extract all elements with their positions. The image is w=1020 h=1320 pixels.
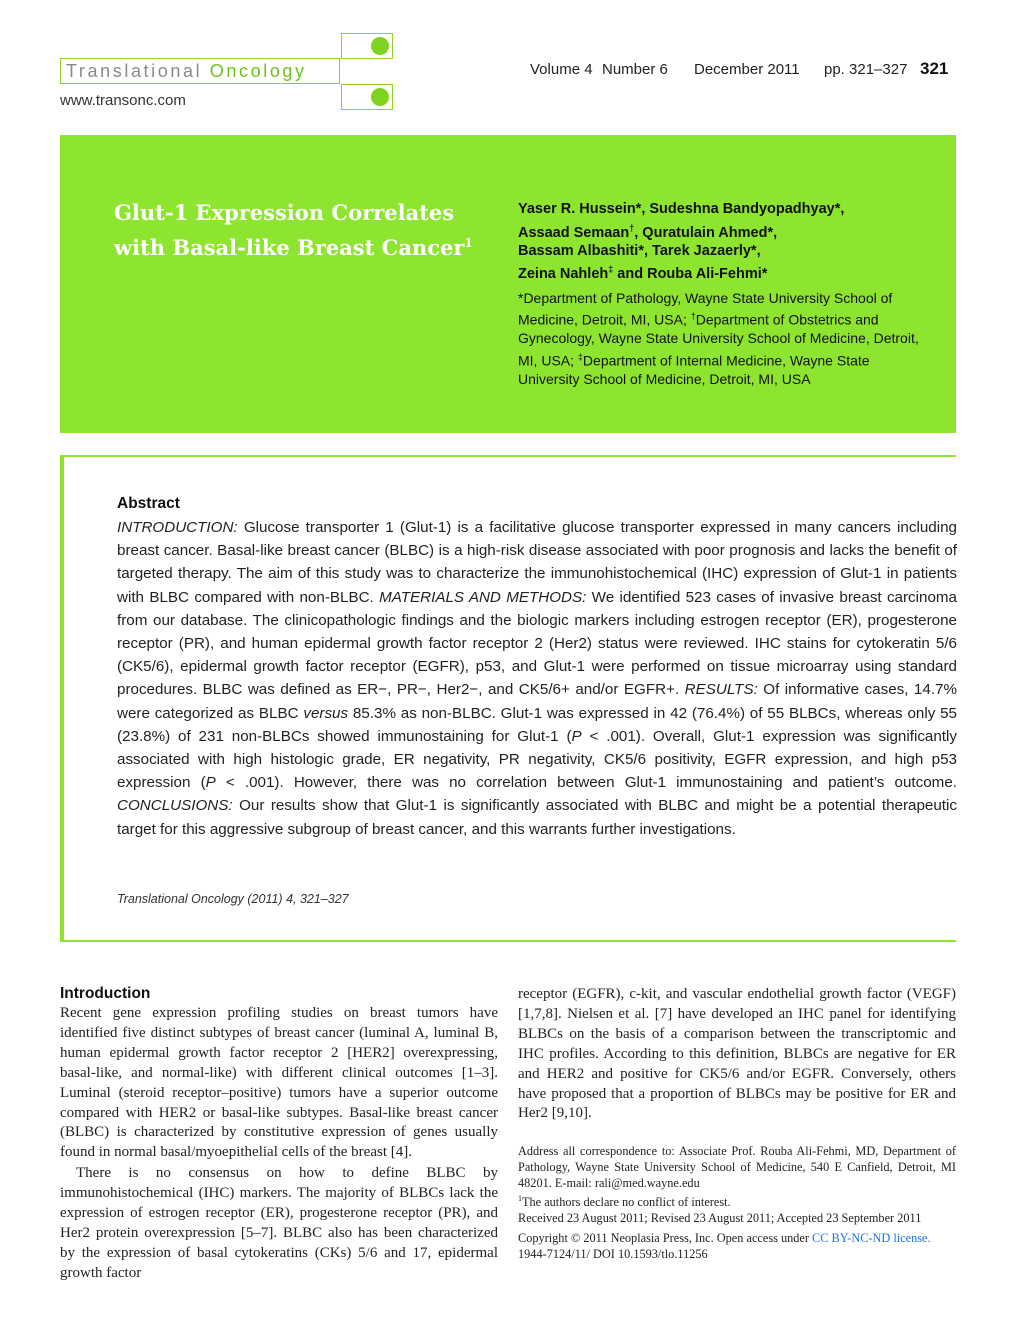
title-footnote-mark: 1 (464, 236, 473, 250)
journal-url[interactable]: www.transonc.com (60, 92, 186, 109)
affiliation-mark-2: † (690, 311, 696, 322)
authors-line-4-rest: and Rouba Ali-Fehmi* (613, 266, 768, 283)
journal-name-part1: Translational (66, 61, 210, 81)
introduction-paragraph-2: There is no consensus on how to define BLBC by immunohistochemical (IHC) markers. The majority of BLBCs lack the expression of estrogen receptor (ER), progesterone receptor (PR), and Her2 protein overexpression [5–7]. BLBC also has been characterized by the expression of basal cytokeratins (CKs) 5/6 and 17, epidermal growth factor (60, 1165, 498, 1281)
doi-text: 1944-7124/11/ DOI 10.1593/tlo.11256 (518, 1247, 708, 1261)
affiliation-1: *Department of Pathology, Wayne State University School of Medicine, Detroit, MI, USA; (518, 290, 893, 329)
author-mark-dagger: † (629, 222, 635, 233)
journal-name-part2: Oncology (209, 61, 307, 81)
affiliation-2: Department of Obstetrics and Gynecology, Wayne State University School of Medicine, Detroit, MI, USA; (518, 312, 919, 369)
abstract-heading: Abstract (117, 495, 180, 512)
journal-logo-text (66, 61, 307, 82)
label-methods: MATERIALS AND METHODS: (379, 588, 587, 606)
abstract-results-d: < .001). However, there was no correlation between Glut-1 immunostaining and patient’s outcome. (215, 774, 957, 792)
logo-dot-top-icon (371, 37, 389, 55)
label-conclusions: CONCLUSIONS: (117, 797, 233, 815)
affiliation-mark-3: ‡ (577, 351, 583, 362)
author-nahleh: Zeina Nahleh (518, 266, 609, 283)
title-line-2: with Basal-like Breast Cancer (114, 235, 465, 260)
abstract-citation: Translational Oncology (2011) 4, 321–327 (117, 892, 349, 906)
abstract-results-b: 85.3% as non-BLBC. Glut-1 was expressed in 42 (76.4%) of 55 BLBCs, whereas only 55 (23.8%) of 231 non-BLBCs showed immunostaining for Glut-1 ( (117, 704, 958, 745)
author-list (518, 200, 938, 284)
footnote-mark: 1 (518, 1194, 522, 1203)
abstract-results-c: < .001). Overall, Glut-1 expression was significantly associated with high histologic grade, ER negativity, PR negativity, CK5/6 positivity, EGFR expression, and high p53 expression ( (117, 727, 957, 792)
conflict-note: The authors declare no conflict of interest. (522, 1195, 731, 1210)
abstract-bottom-rule (62, 940, 956, 942)
copyright-block (518, 1230, 956, 1262)
correspondence-note: Address all correspondence to: Associate Prof. Rouba Ali-Fehmi, MD, Department of Pathology, Wayne State University School of Medicine, 540 E Canfield, Detroit, MI 48201. E-mail: rali@med.wayne.edu (518, 1144, 956, 1190)
title-line-1: Glut-1 Expression Correlates (114, 200, 455, 225)
issue-number: Number 6 (602, 61, 668, 78)
affiliations (518, 289, 928, 388)
p-value-symbol: P (571, 727, 582, 745)
label-results: RESULTS: (684, 681, 758, 699)
authors-line-2-rest: , Quratulain Ahmed*, (634, 224, 778, 241)
footnotes (518, 1143, 956, 1226)
abstract-left-rule (60, 455, 64, 942)
abstract-text (117, 516, 957, 841)
label-introduction: INTRODUCTION: (117, 519, 238, 536)
abstract-top-rule (62, 455, 956, 457)
author-semaan: Assaad Semaan (518, 224, 630, 241)
versus-word: versus (303, 704, 349, 722)
logo-dot-bottom-icon (371, 88, 389, 106)
abstract-conclusions: Our results show that Glut-1 is significantly associated with BLBC and might be a potential therapeutic target for this aggressive subgroup of breast cancer, and this warrants further investigations. (117, 797, 957, 838)
license-link[interactable]: CC BY-NC-ND license. (812, 1231, 931, 1245)
introduction-paragraph-continued: receptor (EGFR), c-kit, and vascular endothelial growth factor (VEGF) [1,7,8]. Nielsen et al. [7] have developed an IHC panel for identifying BLBCs on the basis of a comparison between the transcriptomic and IHC profiles. According to this definition, BLBCs are negative for ER and HER2 and positive for CK5/6 and/or EGFR. Conversely, others have proposed that a proportion of BLBCs may be positive for ER and Her2 [9,10]. (518, 986, 956, 1122)
p-value-symbol: P (205, 774, 216, 792)
affiliation-3: Department of Internal Medicine, Wayne State University School of Medicine, Detroit, MI, USA (518, 352, 870, 387)
issue-volume: Volume 4 (530, 61, 593, 78)
author-mark-ddagger: ‡ (608, 264, 614, 275)
copyright-text: Copyright © 2011 Neoplasia Press, Inc. Open access under (518, 1231, 813, 1245)
article-title (114, 198, 484, 263)
page-number: 321 (920, 59, 949, 78)
issue-date: December 2011 (694, 61, 800, 78)
introduction-heading: Introduction (60, 985, 151, 1002)
authors-line-3: Bassam Albashiti*, Tarek Jazaerly*, (518, 242, 761, 259)
received-dates: Received 23 August 2011; Revised 23 August 2011; Accepted 23 September 2011 (518, 1211, 922, 1226)
abstract-results-a: Of informative cases, 14.7% were categorized as BLBC (117, 681, 957, 722)
abstract-methods: We identified 523 cases of invasive breast carcinoma from our database. The clinicopathologic findings and the biologic markers including estrogen receptor (ER), progesterone receptor (PR), and human epidermal growth factor receptor 2 (Her2) status were reviewed. IHC stains for cytokeratin 5/6 (CK5/6), epidermal growth factor receptor (EGFR), p53, and Glut-1 were performed on tissue microarray using standard procedures. BLBC was defined as ER−, PR−, Her2−, and CK5/6+ and/or EGFR+. (117, 588, 958, 699)
authors-line-1: Yaser R. Hussein*, Sudeshna Bandyopadhyay*, (518, 201, 845, 217)
introduction-paragraph-1: Recent gene expression profiling studies on breast tumors have identified five distinct subtypes of breast cancer (luminal A, luminal B, human epidermal growth factor receptor 2 [HER2] overexpressing, basal-like, and normal-like) with different clinical outcomes [1–3]. Luminal (steroid receptor–positive) tumors have a superior outcome compared with HER2 or basal-like subtypes. Basal-like breast cancer (BLBC) is characterized by constitutive expression of genes usually found in normal basal/myoepithelial cells of the breast [4]. (60, 1005, 498, 1161)
issue-pages: pp. 321–327 (824, 61, 908, 78)
abstract-introduction: Glucose transporter 1 (Glut-1) is a facilitative glucose transporter expressed in many cancers including breast cancer. Basal-like breast cancer (BLBC) is a high-risk disease associated with poor prognosis and lacks the benefit of targeted therapy. The aim of this study was to characterize the immunohistochemical (IHC) expression of Glut-1 in patients with BLBC compared with non-BLBC. (117, 519, 957, 606)
